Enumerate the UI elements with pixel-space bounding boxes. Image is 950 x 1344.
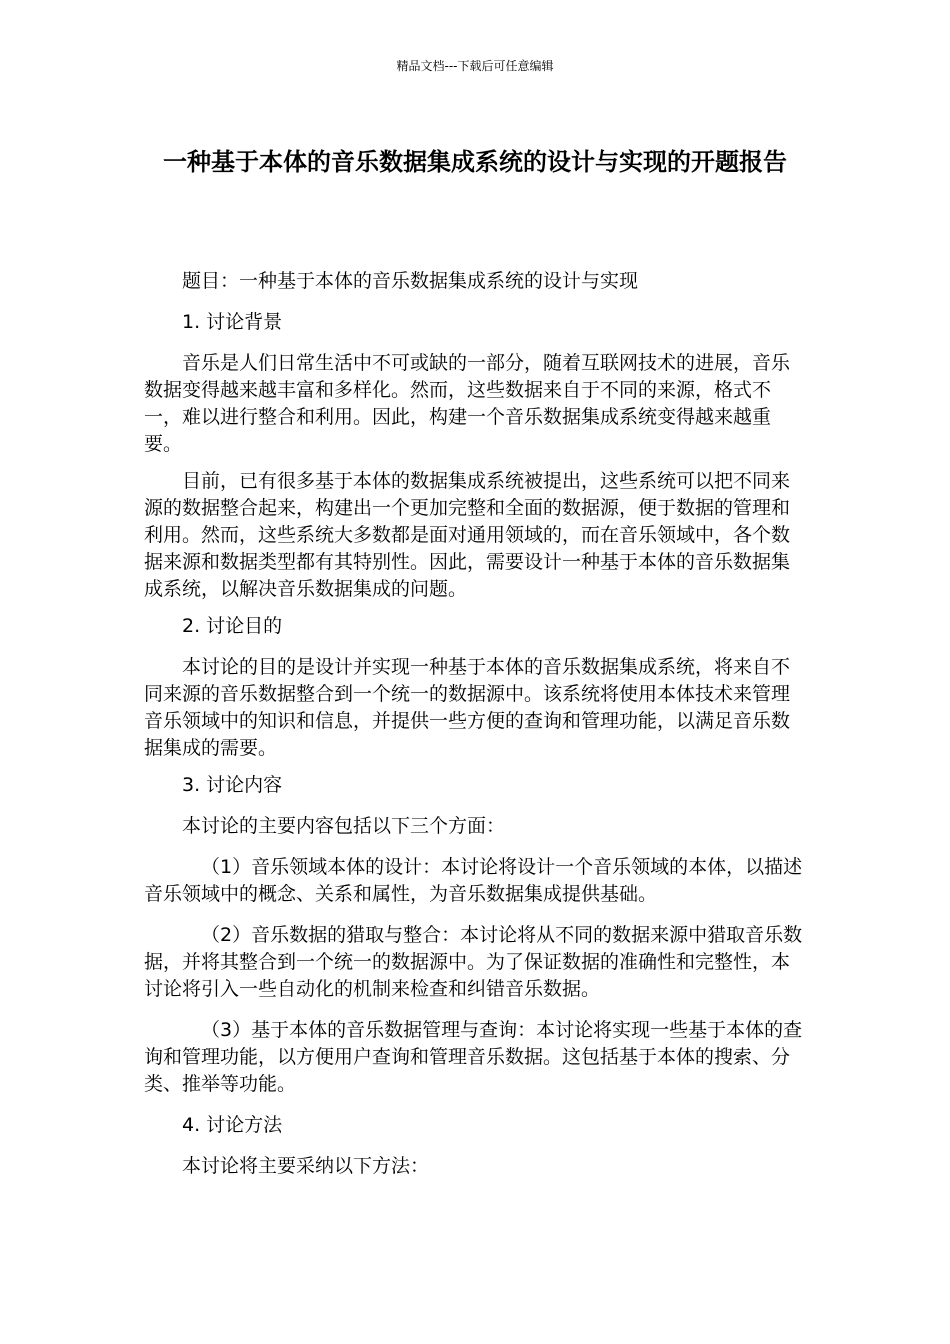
method-intro: 本讨论将主要采纳以下方法： (182, 1155, 430, 1177)
header-note: 精品文档---下载后可任意编辑 (396, 59, 554, 73)
content-item-2: （2）音乐数据的猎取与整合：本讨论将从不同的数据来源中猎取音乐数据，并将其整合到一个统一的数据源中。为了保证数据的准确性和完整性，本讨论将引入一些自动化的机制来检查和纠错音乐数据。 (144, 924, 803, 1000)
purpose-paragraph: 本讨论的目的是设计并实现一种基于本体的音乐数据集成系统，将来自不同来源的音乐数据整合到一个统一的数据源中。该系统将使用本体技术来管理音乐领域中的知识和信息，并提供一些方便的查询和管理功能，以满足音乐数据集成的需要。 (144, 656, 791, 759)
content-item-3: （3）基于本体的音乐数据管理与查询：本讨论将实现一些基于本体的查询和管理功能，以方便用户查询和管理音乐数据。这包括基于本体的搜索、分类、推举等功能。 (144, 1019, 803, 1095)
document-body (144, 268, 808, 1190)
section-heading-content: 3. 讨论内容 (182, 774, 283, 796)
background-paragraph-1: 音乐是人们日常生活中不可或缺的一部分，随着互联网技术的进展，音乐数据变得越来越丰富和多样化。然而，这些数据来自于不同的来源，格式不一，难以进行整合和利用。因此，构建一个音乐数据集成系统变得越来越重要。 (144, 352, 791, 455)
background-paragraph-2: 目前，已有很多基于本体的数据集成系统被提出，这些系统可以把不同来源的数据整合起来，构建出一个更加完整和全面的数据源，便于数据的管理和利用。然而，这些系统大多数都是面对通用领域的，而在音乐领域中，各个数据来源和数据类型都有其特别性。因此，需要设计一种基于本体的音乐数据集成系统，以解决音乐数据集成的问题。 (144, 470, 791, 600)
content-intro: 本讨论的主要内容包括以下三个方面： (182, 815, 506, 837)
document-title: 一种基于本体的音乐数据集成系统的设计与实现的开题报告 (163, 148, 787, 176)
section-heading-method: 4. 讨论方法 (182, 1114, 283, 1136)
section-heading-purpose: 2. 讨论目的 (182, 615, 283, 637)
topic-line: 题目：一种基于本体的音乐数据集成系统的设计与实现 (182, 270, 639, 292)
section-heading-background: 1. 讨论背景 (182, 311, 283, 333)
content-item-1: （1）音乐领域本体的设计：本讨论将设计一个音乐领域的本体，以描述音乐领域中的概念、关系和属性，为音乐数据集成提供基础。 (144, 856, 803, 905)
